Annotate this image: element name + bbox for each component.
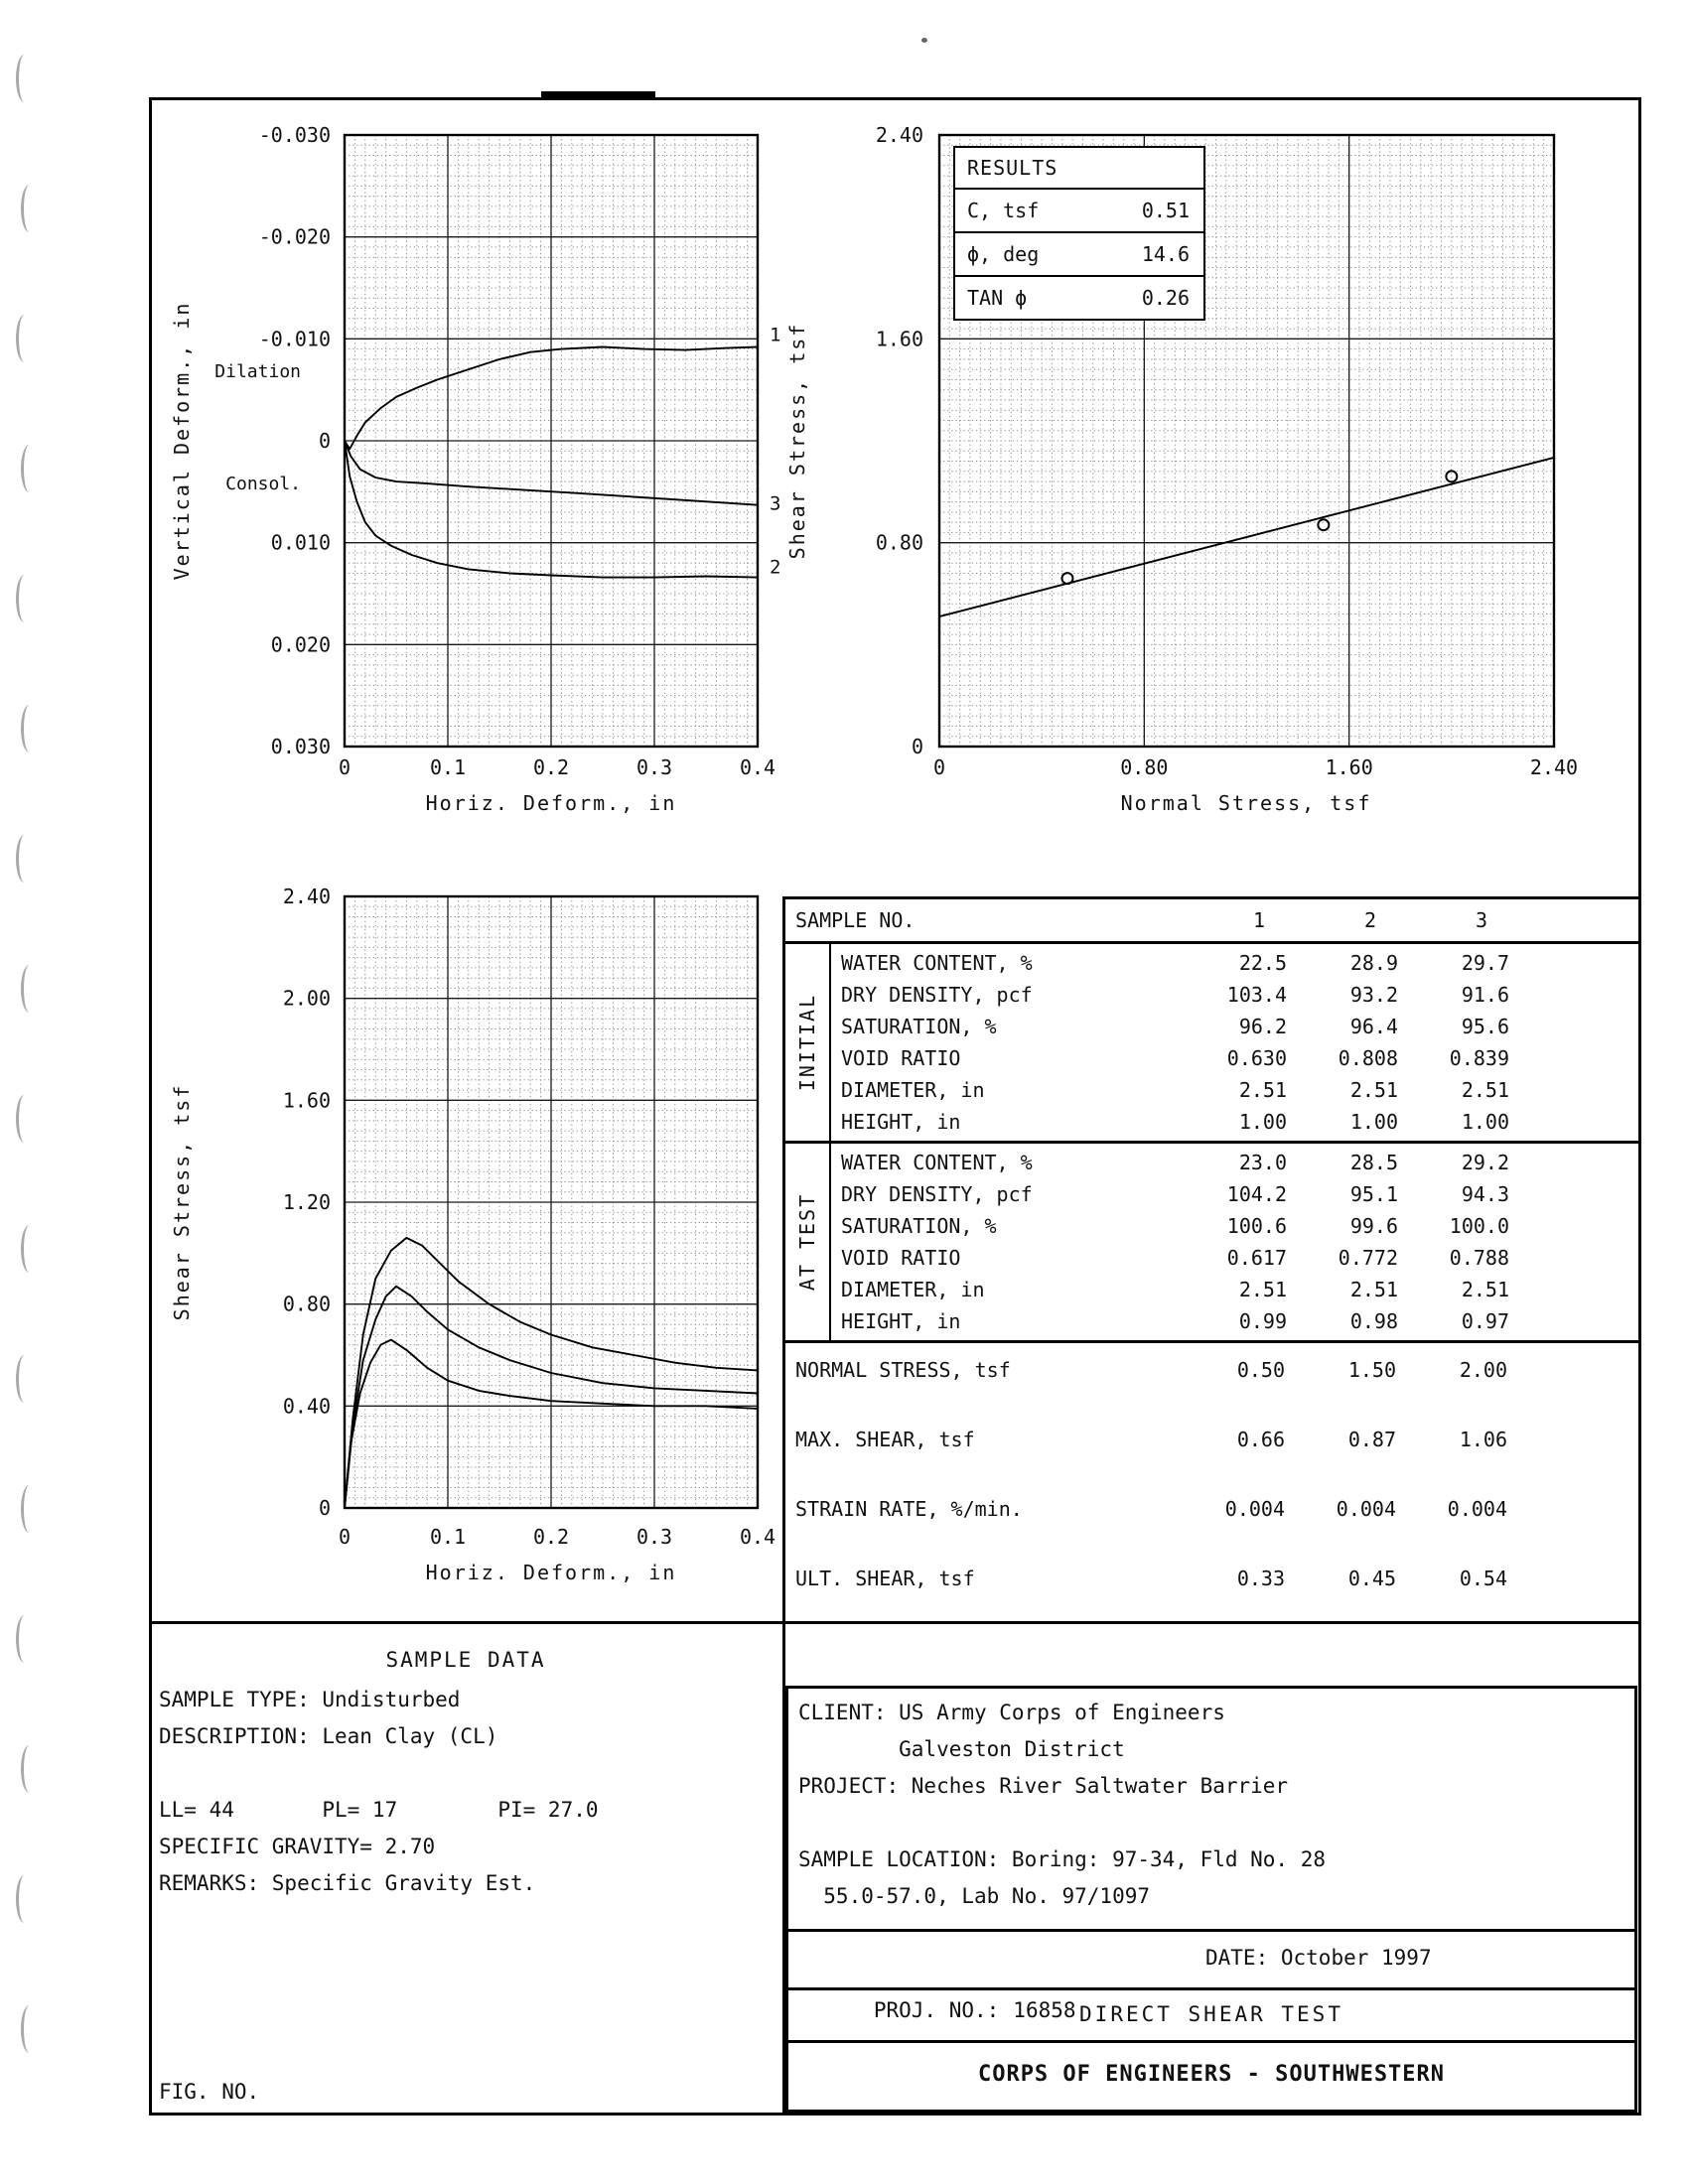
cell-value: 91.6 <box>1461 983 1509 1007</box>
sample-number: 2 <box>1363 908 1377 932</box>
y-tick-label: 0.80 <box>875 530 923 555</box>
cell-value: 0.45 <box>1347 1567 1396 1590</box>
fig-no-label: FIG. NO. <box>159 2080 260 2104</box>
spacer <box>1539 1042 1641 1074</box>
x-tick-label: 2.40 <box>1529 755 1579 779</box>
sample-number: 1 <box>1252 908 1266 932</box>
group-rows <box>831 944 1641 1141</box>
client-line: CLIENT: US Army Corps of Engineers <box>798 1701 1225 1724</box>
x-axis-label: Horiz. Deform., in <box>425 791 677 815</box>
y-tick-label: 2.00 <box>282 986 331 1011</box>
remarks-line: REMARKS: Specific Gravity Est. <box>159 1871 536 1895</box>
cell-value: 22.5 <box>1238 951 1287 975</box>
spacer <box>1539 1106 1641 1138</box>
spacer <box>1537 899 1641 941</box>
y-tick-label: 0.020 <box>270 632 331 657</box>
x-tick-label: 0.3 <box>635 755 673 779</box>
cell-value: 0.98 <box>1349 1309 1398 1333</box>
date-label: DATE: <box>1205 1946 1269 1970</box>
atterberg-limits-line: LL= 44 PL= 17 PI= 27.0 <box>159 1798 599 1822</box>
cell-value: 0.788 <box>1449 1246 1509 1270</box>
table-row <box>831 1274 1641 1305</box>
group-rows <box>831 1144 1641 1340</box>
cell-value: 0.617 <box>1226 1246 1287 1270</box>
row-label: DIAMETER, in <box>841 1078 985 1102</box>
cell-value: 0.99 <box>1238 1309 1287 1333</box>
cell-value: 2.51 <box>1238 1278 1287 1301</box>
summary-row <box>785 1552 1641 1621</box>
cell-value: 0.50 <box>1236 1358 1285 1382</box>
cell-value: 1.50 <box>1347 1358 1396 1382</box>
row-label: HEIGHT, in <box>841 1110 961 1134</box>
cell-value: 103.4 <box>1226 983 1287 1007</box>
cohesion-value: 0.51 <box>1141 199 1190 222</box>
row-label: WATER CONTENT, % <box>841 1151 1033 1174</box>
cell-value: 0.97 <box>1461 1309 1509 1333</box>
client-info-section <box>788 1689 1634 1929</box>
axis-annotation: Dilation <box>214 361 301 383</box>
table-row <box>831 1106 1641 1138</box>
axis-annotation: Consol. <box>225 474 301 495</box>
summary-row <box>785 1482 1641 1552</box>
y-tick-label: 1.60 <box>282 1088 331 1113</box>
x-tick-label: 0 <box>338 1525 352 1549</box>
results-box <box>953 146 1205 321</box>
row-label: SATURATION, % <box>841 1015 997 1038</box>
sample-data-title: SAMPLE DATA <box>385 1648 546 1672</box>
sample-type-line: SAMPLE TYPE: Undisturbed <box>159 1688 461 1711</box>
binding-mark <box>16 1095 33 1143</box>
group-label-text: AT TEST <box>795 1192 819 1292</box>
group-label <box>785 1144 831 1340</box>
group-label <box>785 944 831 1141</box>
cell-value: 0.004 <box>1224 1497 1285 1521</box>
x-tick-label: 0 <box>338 755 352 779</box>
series-label: 3 <box>770 492 781 515</box>
row-label: VOID RATIO <box>841 1046 961 1070</box>
results-title: RESULTS <box>955 148 1203 190</box>
date-group <box>1205 1932 1432 1984</box>
binding-mark <box>16 1875 33 1923</box>
data-point-marker <box>1318 519 1329 530</box>
table-row <box>831 1011 1641 1042</box>
spacer <box>1539 1074 1641 1106</box>
sample-location-line: SAMPLE LOCATION: Boring: 97-34, Fld No. 28 <box>798 1847 1327 1871</box>
y-tick-label: 0.40 <box>282 1394 331 1419</box>
cell-value: 104.2 <box>1226 1182 1287 1206</box>
binding-mark <box>21 2005 38 2053</box>
row-label: HEIGHT, in <box>841 1309 961 1333</box>
y-tick-label: -0.010 <box>258 327 331 351</box>
cell-value: 2.51 <box>1238 1078 1287 1102</box>
x-tick-label: 0.4 <box>739 755 776 779</box>
y-tick-label: -0.020 <box>258 224 331 249</box>
cell-value: 29.7 <box>1461 951 1509 975</box>
table-row <box>831 1074 1641 1106</box>
friction-angle-label: ϕ, deg <box>967 242 1040 266</box>
cell-value: 29.2 <box>1461 1151 1509 1174</box>
table-group-initial <box>785 944 1641 1144</box>
spacer <box>1537 1494 1641 1552</box>
cell-value: 0.87 <box>1347 1428 1396 1451</box>
cell-value: 96.2 <box>1238 1015 1287 1038</box>
group-label-text: INITIAL <box>795 993 819 1092</box>
cell-value: 0.66 <box>1236 1428 1285 1451</box>
y-axis-label: Vertical Deform., in <box>170 301 194 581</box>
table-row <box>831 1305 1641 1337</box>
y-tick-label: 0 <box>911 735 923 758</box>
row-label: NORMAL STRESS, tsf <box>795 1358 1011 1382</box>
cell-value: 23.0 <box>1238 1151 1287 1174</box>
client-info-box <box>785 1686 1637 2113</box>
table-row <box>831 1242 1641 1274</box>
table-header-row <box>785 899 1641 944</box>
summary-row <box>785 1413 1641 1482</box>
cell-value: 0.54 <box>1459 1567 1507 1590</box>
row-label: SATURATION, % <box>841 1214 997 1238</box>
cell-value: 0.004 <box>1336 1497 1396 1521</box>
date-value: October 1997 <box>1280 1946 1432 1970</box>
binding-mark <box>21 965 38 1013</box>
cell-value: 1.00 <box>1349 1110 1398 1134</box>
table-row <box>831 979 1641 1011</box>
x-axis-label: Horiz. Deform., in <box>425 1561 677 1584</box>
cell-value: 0.33 <box>1236 1567 1285 1590</box>
x-tick-label: 0.4 <box>739 1525 776 1549</box>
row-label: MAX. SHEAR, tsf <box>795 1428 975 1451</box>
summary-row <box>785 1343 1641 1413</box>
spacer <box>1537 1564 1641 1621</box>
cell-value: 99.6 <box>1349 1214 1398 1238</box>
row-label: DIAMETER, in <box>841 1278 985 1301</box>
data-point-marker <box>1061 573 1072 584</box>
cell-value: 100.0 <box>1449 1214 1509 1238</box>
organization-title: CORPS OF ENGINEERS - SOUTHWESTERN <box>788 2040 1634 2110</box>
spacer <box>1537 1425 1641 1482</box>
table-row <box>831 1042 1641 1074</box>
x-tick-label: 0.2 <box>532 755 570 779</box>
cell-value: 1.00 <box>1461 1110 1509 1134</box>
proj-no-label: PROJ. NO.: <box>873 1998 1000 2022</box>
spacer <box>1539 1147 1641 1178</box>
x-tick-label: 0 <box>932 755 946 779</box>
cell-value: 2.00 <box>1459 1358 1507 1382</box>
binding-mark <box>16 575 33 622</box>
spacer <box>1539 947 1641 979</box>
spacer <box>1539 1011 1641 1042</box>
cell-value: 2.51 <box>1349 1078 1398 1102</box>
table-row <box>831 1178 1641 1210</box>
data-point-marker <box>1446 471 1457 481</box>
vertical-deform-chart <box>149 89 789 844</box>
cell-value: 94.3 <box>1461 1182 1509 1206</box>
x-tick-label: 0.3 <box>635 1525 673 1549</box>
y-tick-label: 2.40 <box>875 123 923 147</box>
test-title: DIRECT SHEAR TEST <box>788 1987 1634 2040</box>
y-tick-label: 1.60 <box>875 327 923 351</box>
y-tick-label: 1.20 <box>282 1190 331 1214</box>
friction-angle-row <box>955 233 1203 277</box>
cell-value: 0.004 <box>1447 1497 1507 1521</box>
row-label: WATER CONTENT, % <box>841 951 1033 975</box>
cell-value: 1.06 <box>1459 1428 1507 1451</box>
x-axis-label: Normal Stress, tsf <box>1120 791 1372 815</box>
table-group-at-test <box>785 1144 1641 1343</box>
y-axis-label: Shear Stress, tsf <box>785 322 809 560</box>
binding-mark <box>21 185 38 232</box>
spacer <box>1539 1178 1641 1210</box>
row-label: ULT. SHEAR, tsf <box>795 1567 975 1590</box>
cell-value: 93.2 <box>1349 983 1398 1007</box>
cell-value: 28.5 <box>1349 1151 1398 1174</box>
blank-line <box>149 1755 782 1792</box>
y-tick-label: 0 <box>318 429 331 453</box>
proj-no-value: 16858 <box>1013 1998 1076 2022</box>
binding-mark <box>21 445 38 492</box>
spacer <box>1539 1305 1641 1337</box>
project-line: PROJECT: Neches River Saltwater Barrier <box>798 1774 1289 1798</box>
binding-mark <box>21 705 38 752</box>
series-label: 2 <box>770 556 781 579</box>
tan-phi-row <box>955 277 1203 319</box>
table-row <box>831 947 1641 979</box>
x-tick-label: 0.1 <box>429 1525 467 1549</box>
tan-phi-label: TAN ϕ <box>967 286 1028 310</box>
y-tick-label: 0.80 <box>282 1292 331 1316</box>
spacer <box>1539 979 1641 1011</box>
table-row <box>831 1210 1641 1242</box>
spacer <box>1539 1242 1641 1274</box>
sample-number: 3 <box>1475 908 1488 932</box>
cell-value: 0.630 <box>1226 1046 1287 1070</box>
binding-mark <box>21 1745 38 1793</box>
tan-phi-value: 0.26 <box>1141 286 1190 310</box>
spacer <box>1539 1274 1641 1305</box>
y-tick-label: 0.030 <box>270 735 331 758</box>
shear-stress-chart <box>149 852 789 1606</box>
failure-envelope-chart <box>784 89 1640 844</box>
x-tick-label: 1.60 <box>1325 755 1373 779</box>
spacer <box>1539 1210 1641 1242</box>
binding-mark <box>16 55 33 102</box>
y-tick-label: 2.40 <box>282 885 331 908</box>
cell-value: 2.51 <box>1461 1078 1509 1102</box>
binding-mark <box>21 1485 38 1533</box>
series-label: 1 <box>770 324 781 346</box>
binding-mark <box>16 1355 33 1403</box>
cell-value: 2.51 <box>1461 1278 1509 1301</box>
cohesion-label: C, tsf <box>967 199 1040 222</box>
binding-mark <box>21 1225 38 1273</box>
row-label: VOID RATIO <box>841 1246 961 1270</box>
cohesion-row <box>955 190 1203 233</box>
specific-gravity-line: SPECIFIC GRAVITY= 2.70 <box>159 1835 436 1858</box>
sample-location-line2: 55.0-57.0, Lab No. 97/1097 <box>798 1884 1151 1908</box>
y-tick-label: 0.010 <box>270 530 331 555</box>
scan-artifact-dot <box>921 38 927 43</box>
row-label: STRAIN RATE, %/min. <box>795 1497 1023 1521</box>
cell-value: 1.00 <box>1238 1110 1287 1134</box>
x-tick-label: 0.80 <box>1120 755 1169 779</box>
cell-value: 2.51 <box>1349 1278 1398 1301</box>
sample-table <box>785 896 1641 1624</box>
description-line: DESCRIPTION: Lean Clay (CL) <box>159 1724 498 1748</box>
x-tick-label: 0.1 <box>429 755 467 779</box>
y-axis-label: Shear Stress, tsf <box>170 1083 194 1321</box>
x-tick-label: 0.2 <box>532 1525 570 1549</box>
cell-value: 95.1 <box>1349 1182 1398 1206</box>
cell-value: 100.6 <box>1226 1214 1287 1238</box>
cell-value: 0.808 <box>1338 1046 1398 1070</box>
y-tick-label: 0 <box>318 1496 331 1520</box>
cell-value: 95.6 <box>1461 1015 1509 1038</box>
row-label: DRY DENSITY, pcf <box>841 1182 1033 1206</box>
cell-value: 0.772 <box>1338 1246 1398 1270</box>
binding-mark <box>16 315 33 362</box>
cell-value: 96.4 <box>1349 1015 1398 1038</box>
cell-value: 28.9 <box>1349 951 1398 975</box>
table-header-label: SAMPLE NO. <box>795 908 916 932</box>
binding-mark <box>16 835 33 883</box>
table-row <box>831 1147 1641 1178</box>
row-label: DRY DENSITY, pcf <box>841 983 1033 1007</box>
friction-angle-value: 14.6 <box>1141 242 1190 266</box>
sample-data-box <box>149 1621 782 2116</box>
cell-value: 0.839 <box>1449 1046 1509 1070</box>
binding-mark <box>16 1615 33 1663</box>
client-district-line: Galveston District <box>798 1737 1125 1761</box>
spacer <box>1537 1355 1641 1413</box>
y-tick-label: -0.030 <box>258 123 331 147</box>
